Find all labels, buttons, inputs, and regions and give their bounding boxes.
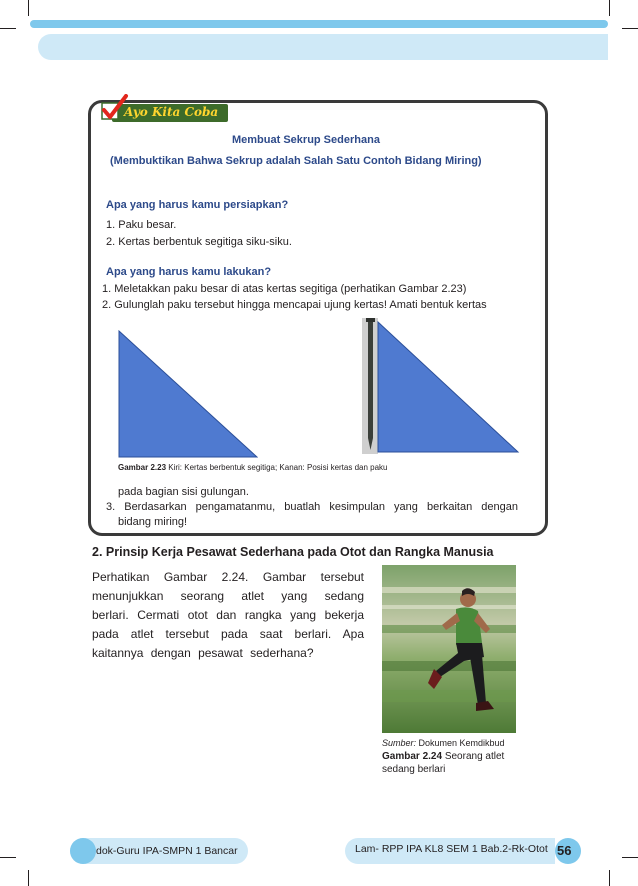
ayo-kita-coba-badge [98,100,228,126]
figure-2-24-source: Sumber: Dokumen Kemdikbud [382,738,505,748]
paper-and-nail [362,318,520,454]
step-3-line-2: bidang miring! [118,516,188,528]
footer-right-text: Lam- RPP IPA KL8 SEM 1 Bab.2-Rk-Otot [355,843,548,855]
figure-2-24-caption-line-2: sedang berlari [382,764,446,775]
activity-subtitle: (Membuktikan Bahwa Sekrup adalah Salah Satu Contoh Bidang Miring) [110,155,482,167]
footer-left-label [70,838,248,864]
prep-heading: Apa yang harus kamu persiapkan? [106,199,289,211]
step-2: 2. Gulunglah paku tersebut hingga mencapai ujung kertas! Amati bentuk kertas [102,299,487,311]
header-band [30,20,608,60]
page-number: 56 [557,843,572,858]
badge-label: Ayo Kita Coba [124,105,219,119]
figure-2-24-caption-line-1: Gambar 2.24 Seorang atlet [382,751,505,762]
activity-title: Membuat Sekrup Sederhana [232,134,380,146]
checkmark-icon [98,94,130,124]
footer-right-label [345,838,580,864]
section-paragraph: Perhatikan Gambar 2.24. Gambar tersebut menunjukkan seorang atlet yang sedang berlari. Cermati otot dan rangka yang bekerja pada atlet tersebut pada saat berlari. Apa kaitannya dengan pesawat sederhana? [92,570,364,660]
figure-2-23-caption: Gambar 2.23 Kiri: Kertas berbentuk segitiga; Kanan: Posisi kertas dan paku [118,463,388,472]
section-title: 2. Prinsip Kerja Pesawat Sederhana pada Otot dan Rangka Manusia [92,545,494,559]
step-1: 1. Meletakkan paku besar di atas kertas segitiga (perhatikan Gambar 2.23) [102,283,467,295]
step-3-line-1: 3. Berdasarkan pengamatanmu, buatlah kesimpulan yang berkaitan dengan [106,501,518,513]
footer-left-text: dok-Guru IPA-SMPN 1 Bancar [96,845,238,857]
continuation-text: pada bagian sisi gulungan. [118,486,249,498]
do-heading: Apa yang harus kamu lakukan? [106,266,272,278]
runner-photo [382,565,516,733]
prep-item-2: 2. Kertas berbentuk segitiga siku-siku. [106,236,292,248]
prep-item-1: 1. Paku besar. [106,219,177,231]
paper-triangle [118,330,258,458]
